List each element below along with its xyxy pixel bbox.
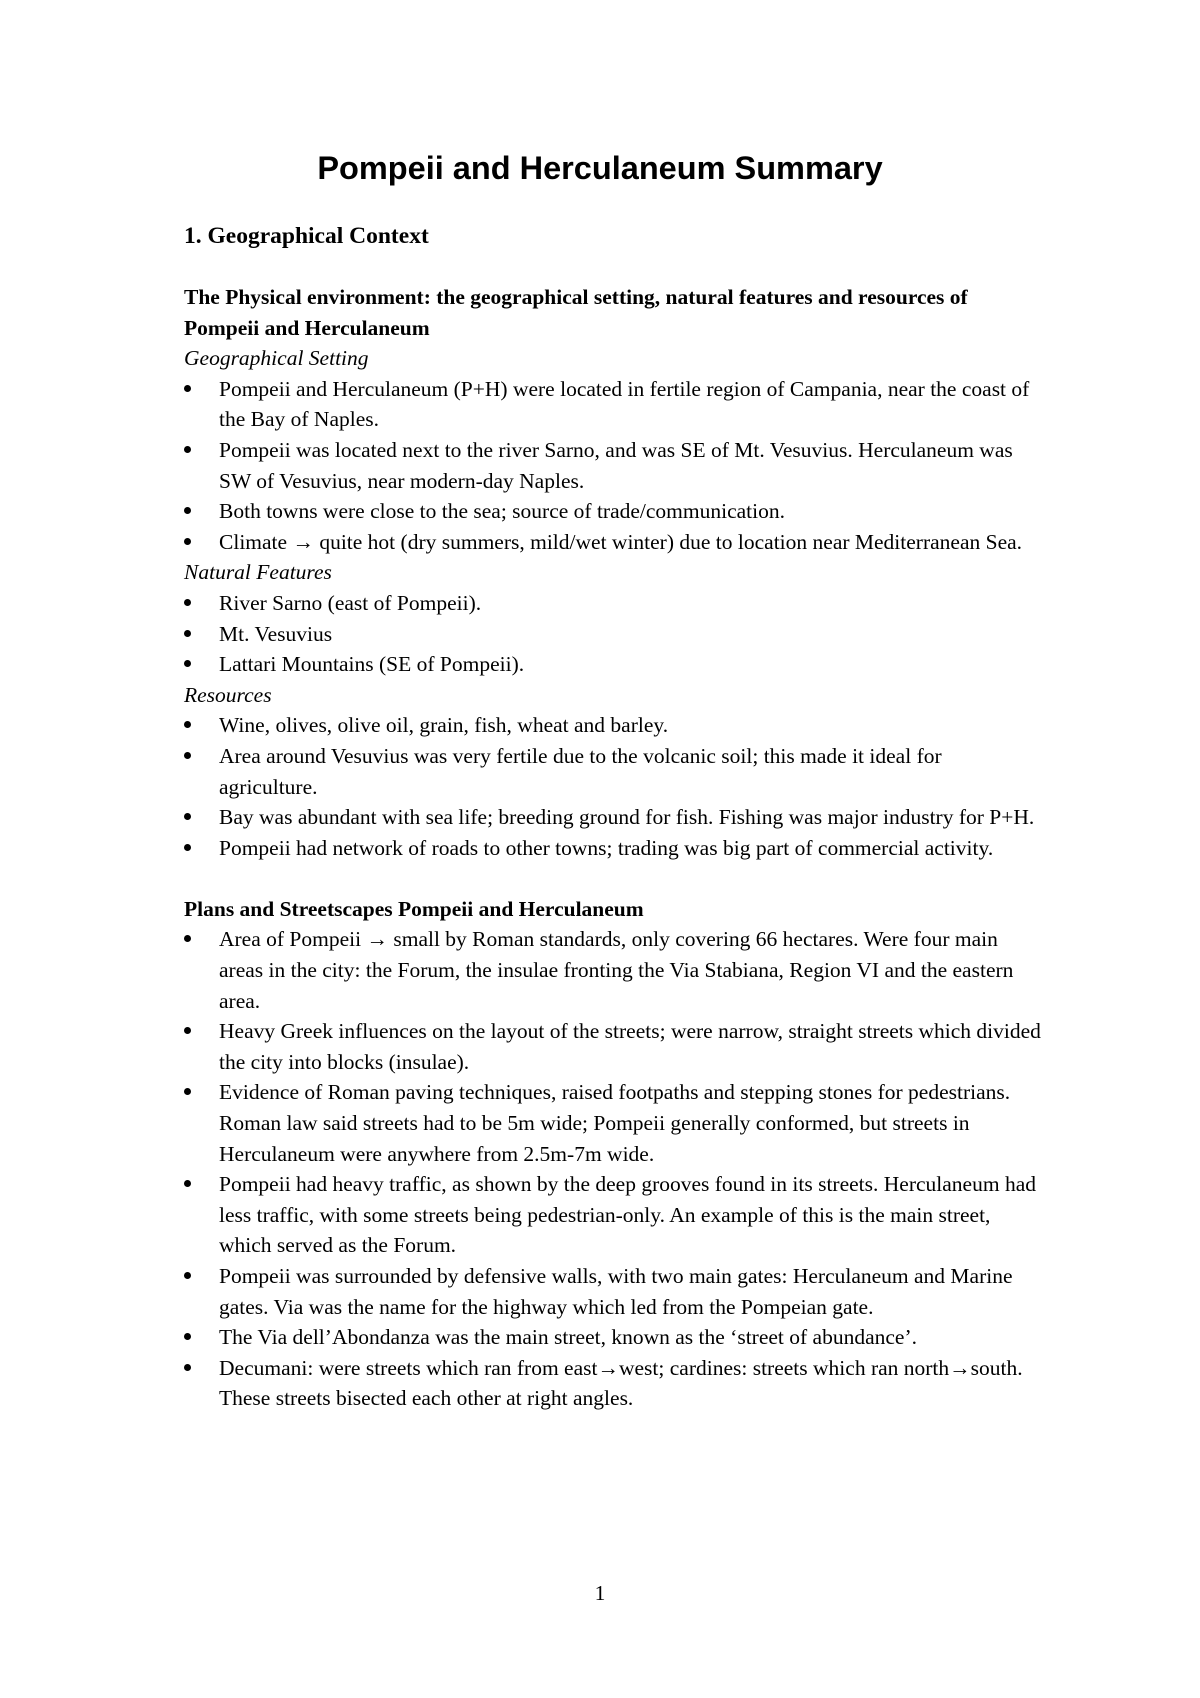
bullet-icon xyxy=(184,507,191,514)
list-item: Pompeii was surrounded by defensive walls, with two main gates: Herculaneum and Marine gates. Via was the name for the highway which led from the Pompeian gate. xyxy=(184,1261,1044,1322)
bullet-list-resources xyxy=(184,710,1044,863)
bullet-icon xyxy=(184,752,191,759)
list-item: Decumani: were streets which ran from east→west; cardines: streets which ran north→south. These streets bisected each other at right angles. xyxy=(184,1353,1044,1414)
bullet-icon xyxy=(184,935,191,942)
list-item: Mt. Vesuvius xyxy=(184,619,1044,650)
bullet-icon xyxy=(184,721,191,728)
list-item: Area of Pompeii → small by Roman standards, only covering 66 hectares. Were four main areas in the city: the Forum, the insulae fronting the Via Stabiana, Region VI and the eastern area. xyxy=(184,924,1044,1016)
list-item: Lattari Mountains (SE of Pompeii). xyxy=(184,649,1044,680)
list-item: Area around Vesuvius was very fertile due to the volcanic soil; this made it ideal for agriculture. xyxy=(184,741,1044,802)
bullet-icon xyxy=(184,538,191,545)
list-item: Pompeii was located next to the river Sarno, and was SE of Mt. Vesuvius. Herculaneum was SW of Vesuvius, near modern-day Naples. xyxy=(184,435,1044,496)
bullet-icon xyxy=(184,1027,191,1034)
bullet-icon xyxy=(184,1364,191,1371)
bullet-icon xyxy=(184,630,191,637)
subheading-plans-streetscapes: Plans and Streetscapes Pompeii and Herculaneum xyxy=(184,896,644,921)
bullet-icon xyxy=(184,813,191,820)
bullet-list-natural-features xyxy=(184,588,1044,680)
list-item: Climate → quite hot (dry summers, mild/wet winter) due to location near Mediterranean Sea. xyxy=(184,527,1044,558)
list-item: The Via dell’Abondanza was the main street, known as the ‘street of abundance’. xyxy=(184,1322,1044,1353)
bullet-icon xyxy=(184,1088,191,1095)
group-label-natural-features: Natural Features xyxy=(184,560,332,585)
bullet-icon xyxy=(184,385,191,392)
list-item: Heavy Greek influences on the layout of the streets; were narrow, straight streets which divided the city into blocks (insulae). xyxy=(184,1016,1044,1077)
paragraph-spacer xyxy=(184,863,1044,894)
list-item: Wine, olives, olive oil, grain, fish, wheat and barley. xyxy=(184,710,1044,741)
list-item: Bay was abundant with sea life; breeding ground for fish. Fishing was major industry for P+H. xyxy=(184,802,1044,833)
bullet-icon xyxy=(184,660,191,667)
bullet-list-geographical-setting xyxy=(184,374,1044,558)
document-title: Pompeii and Herculaneum Summary xyxy=(317,150,883,186)
list-item: Pompeii had network of roads to other towns; trading was big part of commercial activity. xyxy=(184,833,1044,864)
group-label-geographical-setting: Geographical Setting xyxy=(184,346,369,371)
bullet-icon xyxy=(184,1272,191,1279)
bullet-icon xyxy=(184,844,191,851)
list-item: River Sarno (east of Pompeii). xyxy=(184,588,1044,619)
subheading-physical-environment: The Physical environment: the geographical setting, natural features and resources of Pompeii and Herculaneum xyxy=(184,285,968,340)
bullet-icon xyxy=(184,599,191,606)
list-item: Both towns were close to the sea; source of trade/communication. xyxy=(184,496,1044,527)
bullet-icon xyxy=(184,1333,191,1340)
list-item: Pompeii and Herculaneum (P+H) were located in fertile region of Campania, near the coast of the Bay of Naples. xyxy=(184,374,1044,435)
section-heading-geographical-context: 1. Geographical Context xyxy=(184,223,429,249)
document-body xyxy=(184,221,1044,1414)
bullet-icon xyxy=(184,1180,191,1187)
list-item: Evidence of Roman paving techniques, raised footpaths and stepping stones for pedestrians. Roman law said streets had to be 5m wide; Pompeii generally conformed, but streets in Herculaneum were anywhere from 2.5m-7m wide. xyxy=(184,1077,1044,1169)
bullet-list-plans-streetscapes xyxy=(184,924,1044,1414)
group-label-resources: Resources xyxy=(184,682,272,707)
list-item: Pompeii had heavy traffic, as shown by the deep grooves found in its streets. Herculaneum had less traffic, with some streets being pedestrian-only. An example of this is the main street, which served as the Forum. xyxy=(184,1169,1044,1261)
page-number: 1 xyxy=(594,1581,606,1605)
bullet-icon xyxy=(184,446,191,453)
